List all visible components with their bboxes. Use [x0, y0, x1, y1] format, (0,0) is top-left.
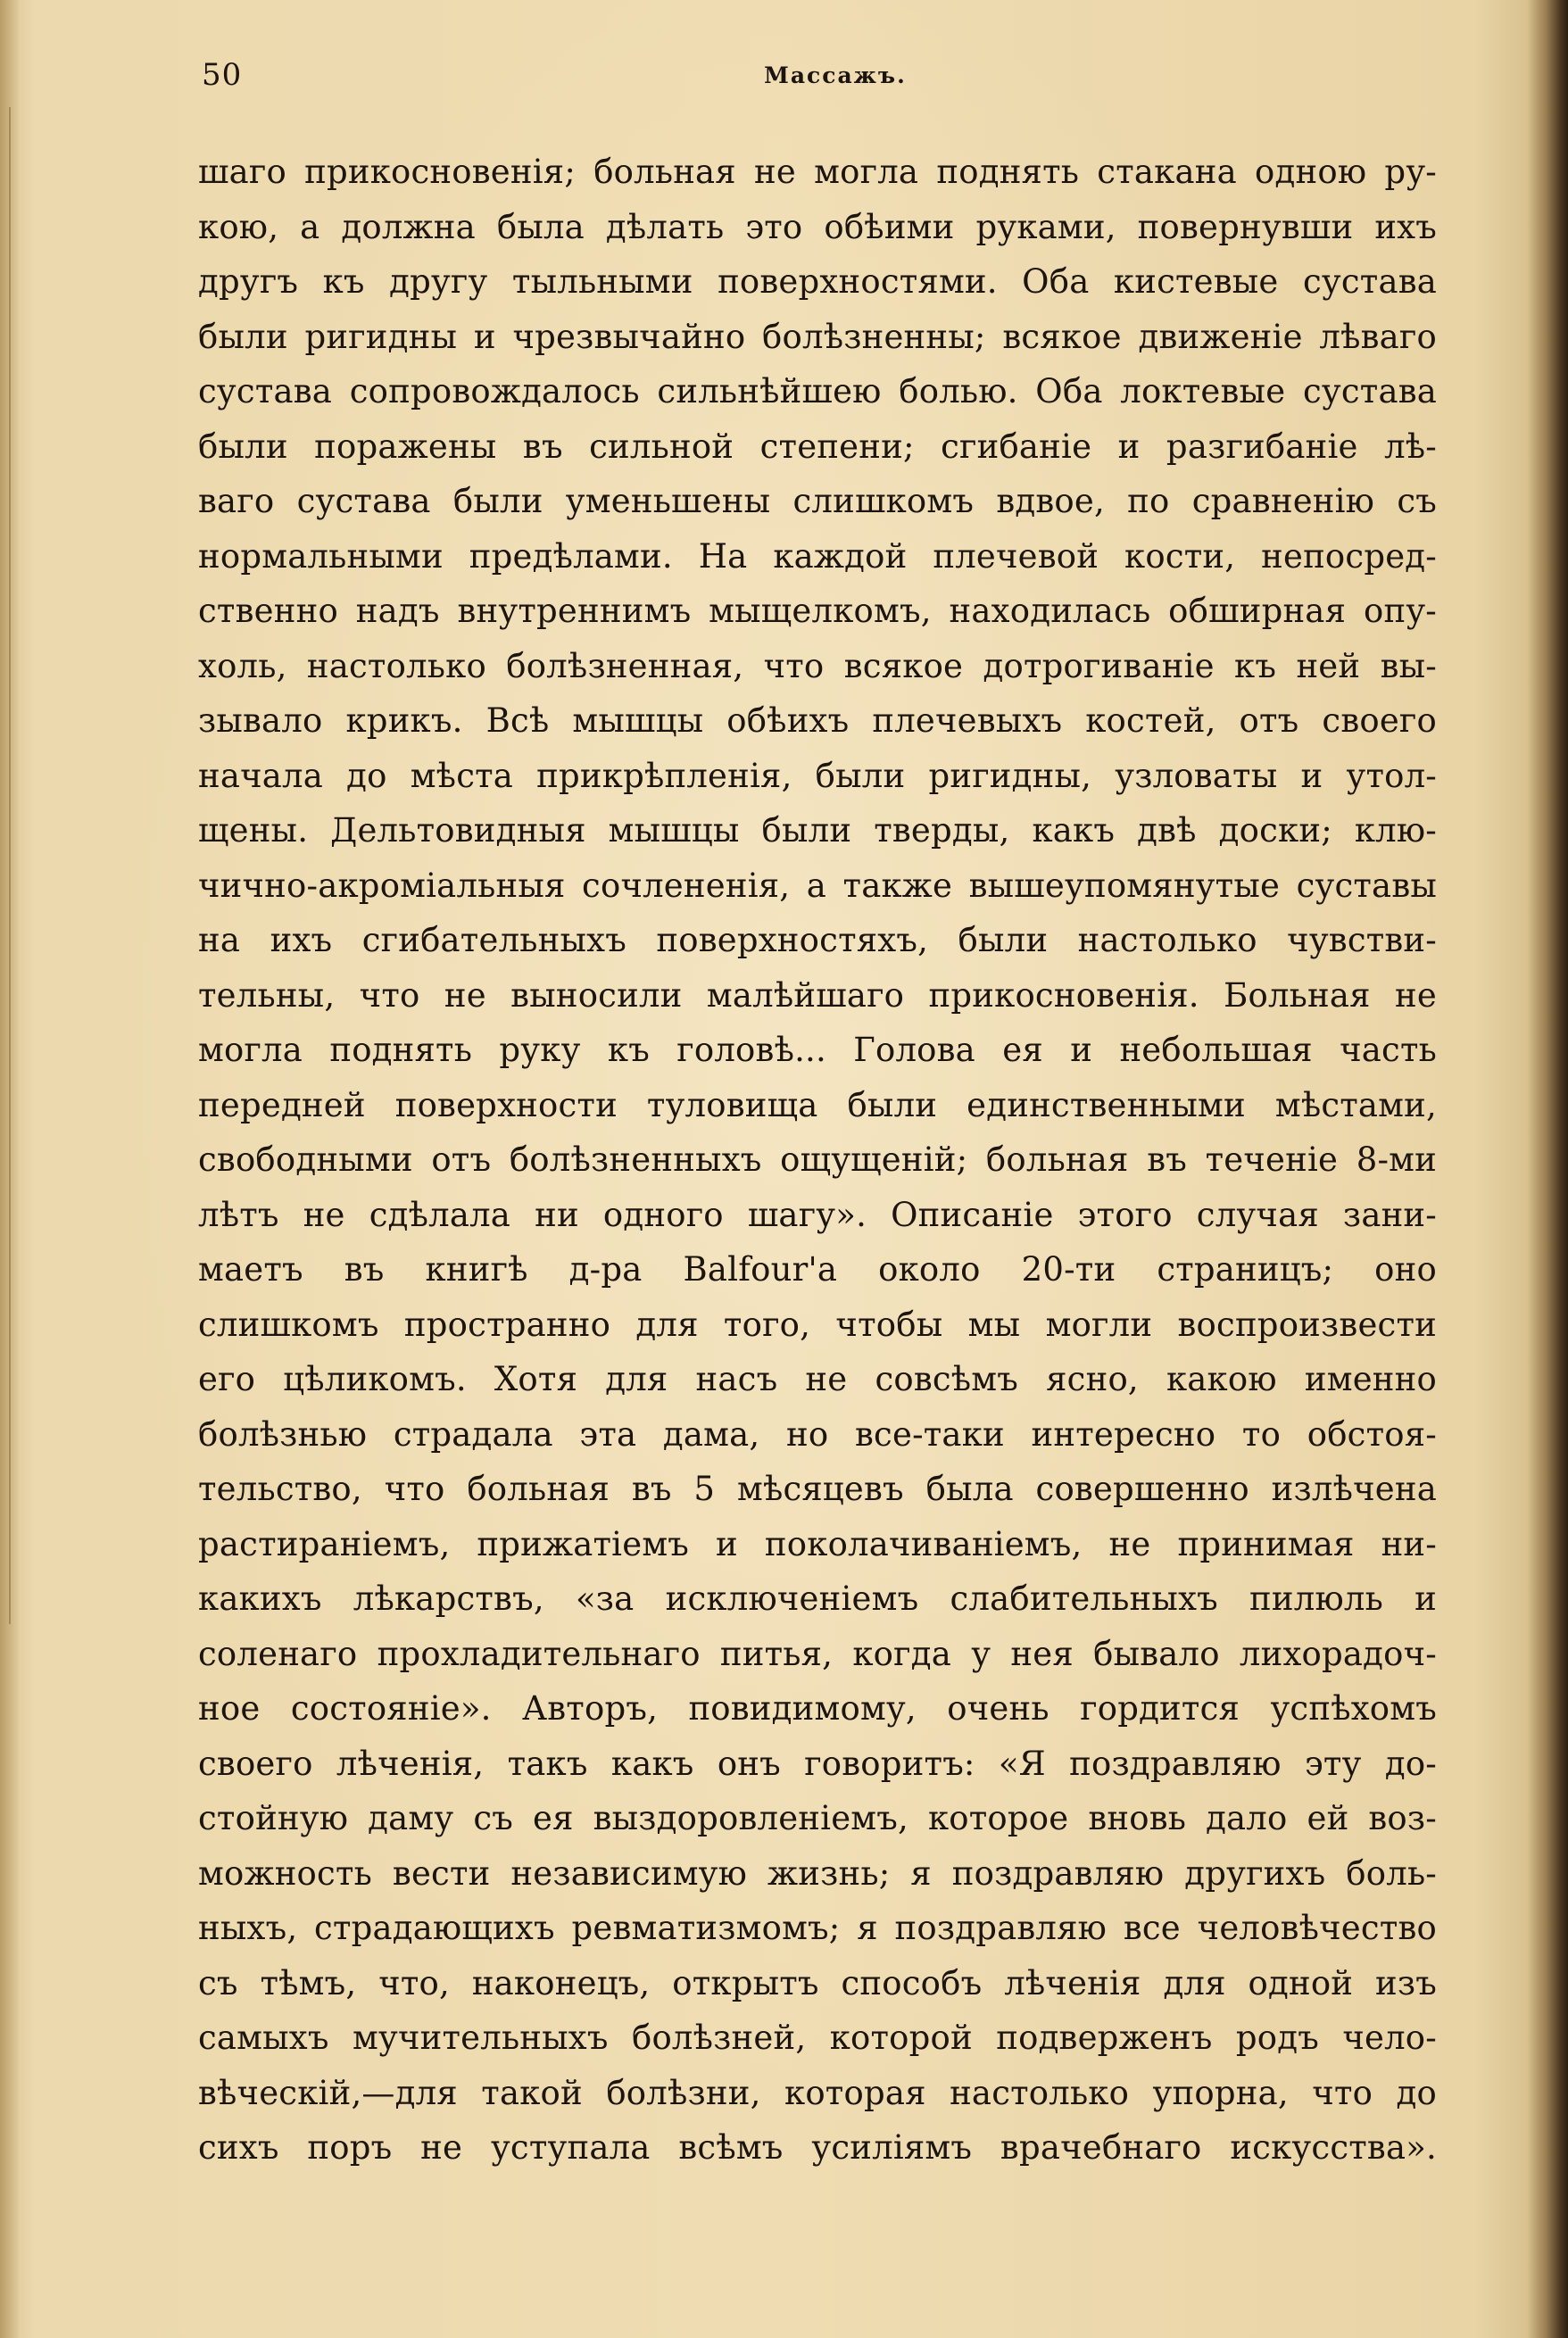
running-head: [202, 57, 1433, 111]
body-text: [198, 145, 1437, 2176]
text-line: самыхъ мучительныхъ болѣзней, которой подверженъ родъ чело-: [198, 2019, 1437, 2057]
page-number: 50: [202, 57, 243, 93]
text-line: съ тѣмъ, что, наконецъ, открытъ способъ лѣченія для одной изъ: [198, 1963, 1437, 2002]
text-line: чично-акроміальныя сочлененія, а также вышеупомянутые суставы: [198, 866, 1437, 905]
running-title: Массажъ.: [764, 62, 907, 88]
text-line: слишкомъ пространно для того, чтобы мы могли воспроизвести: [198, 1305, 1437, 1344]
text-line: ное состояніе». Авторъ, повидимому, очень гордится успѣхомъ: [198, 1689, 1437, 1728]
text-line: вѣческій,—для такой болѣзни, которая настолько упорна, что до: [198, 2073, 1437, 2112]
text-line: ныхъ, страдающихъ ревматизмомъ; я поздравляю все человѣчество: [198, 1909, 1437, 1947]
text-line: сустава сопровождалось сильнѣйшею болью. Оба локтевые сустава: [198, 372, 1437, 410]
text-line: соленаго прохладительнаго питья, когда у нея бывало лихорадоч-: [198, 1634, 1437, 1673]
text-line: могла поднять руку къ головѣ... Голова ея и небольшая часть: [198, 1031, 1437, 1069]
page-left-margin-shadow: [0, 0, 20, 2338]
text-line: лѣтъ не сдѣлала ни одного шагу». Описаніе этого случая зани-: [198, 1195, 1437, 1234]
text-line: холь, настолько болѣзненная, что всякое дотрогиваніе къ ней вы-: [198, 646, 1437, 685]
text-line: тельство, что больная въ 5 мѣсяцевъ была совершенно излѣчена: [198, 1470, 1437, 1508]
text-line: начала до мѣста прикрѣпленія, были ригидны, узловаты и утол-: [198, 756, 1437, 795]
text-line: какихъ лѣкарствъ, «за исключеніемъ слабительныхъ пилюль и: [198, 1579, 1437, 1618]
text-line: болѣзнью страдала эта дама, но все-таки интересно то обстоя-: [198, 1414, 1437, 1454]
text-line: маетъ въ книгѣ д-ра Balfour'а около 20-ти страницъ; оно: [198, 1250, 1437, 1289]
text-line: зывало крикъ. Всѣ мышцы обѣихъ плечевыхъ костей, отъ своего: [198, 701, 1437, 740]
text-line: на ихъ сгибательныхъ поверхностяхъ, были настолько чувстви-: [198, 921, 1437, 959]
book-spine-shadow: [1527, 0, 1568, 2338]
text-line: кою, а должна была дѣлать это обѣими руками, повернувши ихъ: [198, 207, 1437, 246]
text-line: сихъ поръ не уступала всѣмъ усиліямъ врачебнаго искусства».: [198, 2128, 1437, 2167]
text-line: ваго сустава были уменьшены слишкомъ вдвое, по сравненію съ: [198, 482, 1437, 520]
text-line: стойную даму съ ея выздоровленіемъ, которое вновь дало ей воз-: [198, 1799, 1437, 1837]
text-line: тельны, что не выносили малѣйшаго прикосновенія. Больная не: [198, 975, 1437, 1015]
text-line: щены. Дельтовидныя мышцы были тверды, какъ двѣ доски; клю-: [198, 811, 1437, 850]
text-line: свободными отъ болѣзненныхъ ощущеній; больная въ теченіе 8-ми: [198, 1140, 1437, 1179]
text-line: шаго прикосновенія; больная не могла поднять стакана одною ру-: [198, 153, 1437, 191]
text-line: ственно надъ внутреннимъ мыщелкомъ, находилась обширная опу-: [198, 592, 1437, 630]
text-line: можность вести независимую жизнь; я поздравляю другихъ боль-: [198, 1853, 1437, 1893]
text-line: передней поверхности туловища были единственными мѣстами,: [198, 1085, 1437, 1124]
text-line: нормальными предѣлами. На каждой плечевой кости, непосред-: [198, 536, 1437, 576]
text-line: растираніемъ, прижатіемъ и поколачиваніемъ, не принимая ни-: [198, 1524, 1437, 1563]
text-line: своего лѣченія, такъ какъ онъ говоритъ: «Я поздравляю эту до-: [198, 1744, 1437, 1783]
text-line: его цѣликомъ. Хотя для насъ не совсѣмъ ясно, какою именно: [198, 1360, 1437, 1398]
text-line: были ригидны и чрезвычайно болѣзненны; всякое движеніе лѣваго: [198, 317, 1437, 356]
text-line: были поражены въ сильной степени; сгибаніе и разгибаніе лѣ-: [198, 427, 1437, 466]
text-line: другъ къ другу тыльными поверхностями. Оба кистевые сустава: [198, 262, 1437, 301]
